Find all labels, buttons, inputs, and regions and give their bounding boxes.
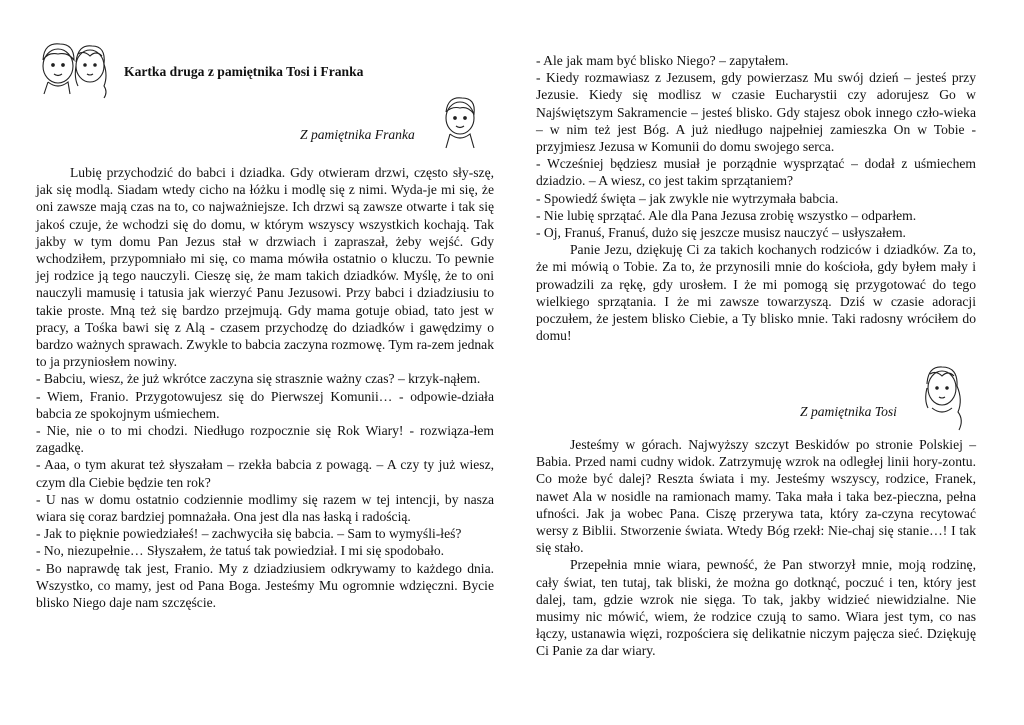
right-paragraph: - Kiedy rozmawiasz z Jezusem, gdy powierzasz Mu swój dzień – jesteś przy Jezusie. Kiedy się modlisz w czasie Eucharystii czy adorujesz Go w Najświętszym Sakramencie – jesteś blisko. Gdy stajesz obok innego czło-wieka – w nim też jest Bóg. A już niedługo najpełniej zamieszka On w Tobie - przyjmiesz Jezusa w Komunii do domu swojego serca. <box>536 70 976 155</box>
right-paragraph: Jesteśmy w górach. Najwyższy szczyt Beskidów po stronie Polskiej – Babia. Przed nami cudny widok. Zatrzymuję wzrok na odległej linii hory-zontu. Co może być dalej? Reszta świata i my. Jesteśmy wszyscy, rodzice, Franek, nawet Ala w nosidle na ramionach mamy. Taka mała i taka bez-pieczna, pełna ufności. Jak ja wobec Pana. Ciszę przerywa tata, który za-czyna recytować wersy z Biblii. Stworzenie świata. Wtedy Bóg rzekł: Nie-chaj się stanie…! I tak się stało. <box>536 437 976 556</box>
right-paragraph: Przepełnia mnie wiara, pewność, że Pan stworzył mnie, moją rodzinę, cały świat, ten tutaj, tak bliski, że można go dotknąć, poczuć i ten, który jest dalej, tam, gdzie wzrok nie sięga. To tak, jakby widzieć niewidzialne. Nie musimy nic mówić, wiem, że rodzice czują to samo. Wiara jest tym, co nas łączy, ustanawia więzi, rozpościera się delikatnie niczym pajęcza sieć. Dziękuję Ci Panie za dar wiary. <box>536 557 976 659</box>
right-column-top <box>536 52 976 344</box>
left-paragraph: - U nas w domu ostatnio codziennie modlimy się razem w tej intencji, by nasza wiara się coraz bardziej pomnażała. Ona jest dla nas łaską i radością. <box>36 491 494 525</box>
right-column-bottom <box>536 436 976 660</box>
right-paragraph: - Oj, Franuś, Franuś, dużo się jeszcze musisz nauczyć – usłyszałem. <box>536 225 906 241</box>
right-paragraph: - Nie lubię sprzątać. Ale dla Pana Jezusa zrobię wszystko – odparłem. <box>536 207 917 223</box>
boy-portrait-icon <box>436 92 486 150</box>
girl-portrait-icon <box>916 358 974 438</box>
children-drawing <box>34 32 114 100</box>
left-paragraph: - Wiem, Franio. Przygotowujesz się do Pierwszej Komunii… - odpowie-działa babcia ze spokojnym uśmiechem. <box>36 388 494 421</box>
left-paragraph: - Aaa, o tym akurat też słyszałam – rzekła babcia z powagą. – A czy ty już wiesz, czym dla Ciebie będzie ten rok? <box>36 457 494 490</box>
left-paragraph: Lubię przychodzić do babci i dziadka. Gdy otwieram drzwi, często sły-szę, jak się modlą. Siadam wtedy cicho na łóżku i modlę się z nimi. Wyda-je mi się, że oni zawsze mają czas na to, co najważniejsze. Ich drzwi są zawsze otwarte i tak się jakoś czuje, że wchodzi się do domu, w którym wszyscy wszystkich kochają. Tak jakby w tym domu Pan Jezus stał w drzwiach i zapraszał, żeby wejść. Gdy wchodziłem, przypomniało mi się, co mama mówiła ostatnio o kluczu. To pewnie jej rodzice ją tego nauczyli. Cieszę się, że mam takich dziadków. Myślę, że to oni nauczyli mamusię i tatusia jak wierzyć Panu Jezusowi. Przy babci i dziadziusiu to takie proste. Mną też się bardzo przejmują. Gdy mama gotuje obiad, tato jest w pracy, a Tośka bawi się z Alą - czasem przychodzę do dziadków i gawędzimy o bardzo ważnych sprawach. Zwykle to babcia zaczyna rozmowę. Tym ra-zem jednak to ja przyniosłem nowiny. <box>36 165 494 370</box>
left-paragraph: - No, niezupełnie… Słyszałem, że tatuś tak powiedział. I mi się spodobało. <box>36 543 445 559</box>
left-paragraph: - Jak to pięknie powiedziałeś! – zachwyciła się babcia. – Sam to wymyśli-łeś? <box>36 526 462 542</box>
left-paragraph: - Babciu, wiesz, że już wkrótce zaczyna się strasznie ważny czas? – krzyk-nąłem. <box>36 371 481 387</box>
page-title: Kartka druga z pamiętnika Tosi i Franka <box>124 64 364 79</box>
right-paragraph: - Ale jak mam być blisko Niego? – zapytałem. <box>536 53 789 68</box>
prayer-paragraph: Panie Jezu, dziękuję Ci za takich kochanych rodziców i dziadków. Za to, że mi mówią o Tobie. Za to, że przynosili mnie do kościoła, gdy byłem mały i prowadzili za rękę, gdy urosłem. I że mi pomogą się przygotować do tego wielkiego sprzątania. I że mi zawsze towarzyszą. Dziś w czasie adoracji poczułem, że jestem blisko Ciebie, a Ty blisko mnie. Taki radosny wróciłem do domu! <box>536 242 976 344</box>
right-paragraph: - Spowiedź święta – jak zwykle nie wytrzymała babcia. <box>536 190 839 206</box>
tosia-signature: Z pamiętnika Tosi <box>800 404 897 419</box>
right-paragraph: - Wcześniej będziesz musiał je porządnie wysprzątać – dodał z uśmiechem dziadzio. – A wiesz, co jest takim sprzątaniem? <box>536 156 976 189</box>
left-paragraph: - Bo naprawdę tak jest, Franio. My z dziadziusiem odkrywamy to każdego dnia. Wszystko, co mamy, jest od Pana Boga. Jesteśmy Mu ogromnie wdzięczni. Bycie blisko Niego daje nam szczęście. <box>36 560 494 611</box>
left-column <box>36 164 494 611</box>
franek-signature: Z pamiętnika Franka <box>300 127 415 142</box>
left-paragraph: - Nie, nie o to mi chodzi. Niedługo rozpocznie się Rok Wiary! - rozwiąza-łem zagadkę. <box>36 423 494 456</box>
